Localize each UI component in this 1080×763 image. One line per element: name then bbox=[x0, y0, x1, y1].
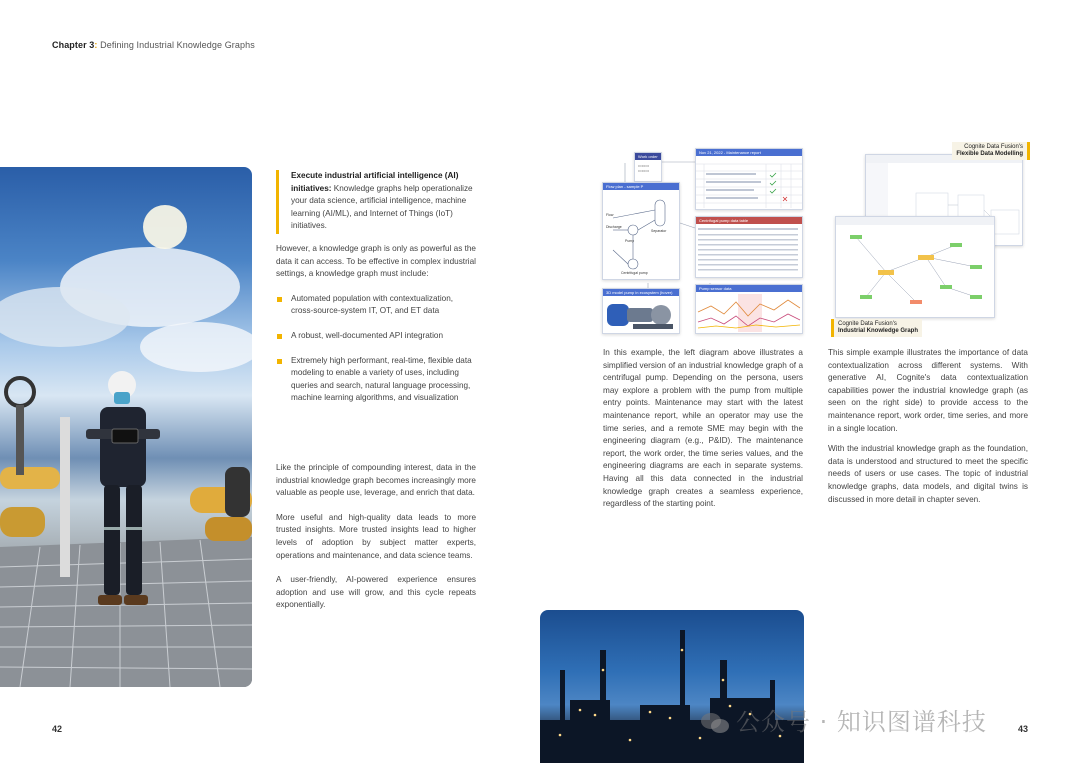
pump-data-table bbox=[696, 224, 802, 278]
refinery-photo bbox=[540, 610, 804, 763]
work-order-body: ▭▭▭ ▭▭▭ bbox=[638, 163, 650, 173]
work-order-card bbox=[634, 152, 662, 182]
requirements-list bbox=[276, 293, 476, 405]
callout-heading: Execute industrial artificial intelligence (AI) initiatives: bbox=[291, 171, 459, 193]
worker-photo-illustration bbox=[0, 167, 252, 687]
pid-drawing bbox=[603, 190, 679, 278]
timeseries-card bbox=[695, 284, 803, 334]
pump-3d-card bbox=[602, 288, 680, 334]
pump-example-text: In this example, the left diagram above illustrates a simplified version of an industrial knowledge graph of a centrifugal pump. Depending on the persona, users may explore a problem with the pump from multiple entry points. Maintenance may start with the latest maintenance report, while an operator may use the time series, and a remote SME may begin with the engineering diagram (e.g., P&ID). The maintenance report, the work order, the time series values, and the engineering diagrams are each in separate systems. Having all this data connected in the industrial knowledge graph creates a seamless experience, regardless of the starting point. bbox=[603, 348, 803, 509]
maintenance-report-card bbox=[695, 148, 803, 210]
left-text-column-lower bbox=[276, 462, 476, 624]
pid-label-discharge: Discharge bbox=[606, 225, 622, 229]
requirement-item: A robust, well-documented API integration bbox=[276, 330, 476, 343]
chapter-colon: : bbox=[94, 40, 98, 50]
chapter-number: Chapter 3 bbox=[52, 40, 95, 50]
pid-label-separator: Separator bbox=[651, 229, 667, 233]
watermark bbox=[700, 702, 987, 737]
process-diagram-card bbox=[602, 182, 680, 280]
page-number-right: 43 bbox=[1018, 724, 1029, 734]
watermark-text: 公众号 · 知识图谱科技 bbox=[736, 708, 987, 736]
pid-label-flow: Flow bbox=[606, 213, 614, 217]
process-diagram-title: Flow plan - sample P bbox=[603, 183, 679, 190]
ai-initiatives-callout bbox=[276, 170, 476, 233]
page-number-left: 42 bbox=[52, 724, 63, 734]
work-order-title: Work order bbox=[635, 153, 661, 160]
requirement-item: Extremely high performant, real-time, flexible data modeling to enable a variety of uses, including queries and search, natural language processing, machine learning algorithms, and visualization bbox=[276, 355, 476, 405]
pid-label-pump: Pump bbox=[625, 239, 635, 243]
left-text-column bbox=[276, 170, 476, 417]
contextualization-paragraph: This simple example illustrates the importance of data contextualization across different systems. With generative AI, Cognite's data contextualization capabilities power the industrial knowledge graph (as seen on the right side) to provide access to the maintenance report, work order, time series, and more in a single location. bbox=[828, 348, 1028, 433]
chapter-title: Defining Industrial Knowledge Graphs bbox=[97, 40, 255, 50]
flexible-data-modelling-caption bbox=[952, 142, 1030, 160]
industrial-graph-network bbox=[836, 217, 994, 317]
foundation-paragraph: With the industrial knowledge graph as the foundation, data is understood and structured to meet the specific needs of users or use cases. The topic of industrial knowledge graphs, data models, and digital twins is discussed in more detail in chapter seven. bbox=[828, 444, 1028, 504]
trusted-insights-paragraph: More useful and high-quality data leads to more trusted insights. More trusted insights lead to higher levels of adoption by subject matter experts, operations and maintenance, and data science teams. bbox=[276, 512, 476, 560]
callout-body: Knowledge graphs help operationalize your data science, artificial intelligence, machine learning (AI/ML), and Internet of Things (IoT) initiatives. bbox=[291, 183, 473, 231]
caption-bottom-line2: Industrial Knowledge Graph bbox=[838, 328, 919, 334]
caption-top-line2: Flexible Data Modelling bbox=[956, 151, 1023, 157]
pump-data-card bbox=[695, 216, 803, 278]
pump-3d-image bbox=[603, 296, 679, 334]
pump-knowledge-graph-diagram bbox=[600, 148, 805, 336]
industrial-graph-window bbox=[835, 216, 995, 318]
pid-label-centrifugal: Centrifugal pump bbox=[621, 271, 648, 275]
compounding-paragraph: Like the principle of compounding interest, data in the industrial knowledge graph becomes increasingly more valuable as people use, leverage, and enrich that data. bbox=[276, 463, 476, 498]
wechat-icon bbox=[700, 711, 730, 735]
timeseries-chart bbox=[696, 292, 802, 334]
pump-3d-title: 3D model pump in ecosystem (hover) bbox=[603, 289, 679, 296]
refinery-silhouette bbox=[540, 610, 804, 763]
right-text-column bbox=[828, 347, 1028, 514]
adoption-paragraph: A user-friendly, AI-powered experience ensures adoption and use will grow, and this cycle repeats exponentially. bbox=[276, 575, 476, 610]
maintenance-report-table bbox=[696, 156, 802, 208]
timeseries-title: Pump sensor data bbox=[696, 285, 802, 292]
chapter-header bbox=[52, 40, 255, 50]
cdf-knowledge-graph-diagram bbox=[835, 144, 1030, 334]
industrial-knowledge-graph-caption bbox=[831, 319, 922, 337]
worker-photo bbox=[0, 167, 252, 687]
knowledge-graph-intro: However, a knowledge graph is only as powerful as the data it can access. To be effective in complex industrial settings, a knowledge graph must include: bbox=[276, 243, 476, 279]
maintenance-report-title: Nov 21, 2022 - Maintenance report bbox=[696, 149, 802, 156]
pump-data-title: Centrifugal pump data table bbox=[696, 217, 802, 224]
caption-top-line1: Cognite Data Fusion's bbox=[964, 144, 1023, 150]
requirement-item: Automated population with contextualization, cross-source-system IT, OT, and ET data bbox=[276, 293, 476, 318]
caption-bottom-line1: Cognite Data Fusion's bbox=[838, 321, 897, 327]
